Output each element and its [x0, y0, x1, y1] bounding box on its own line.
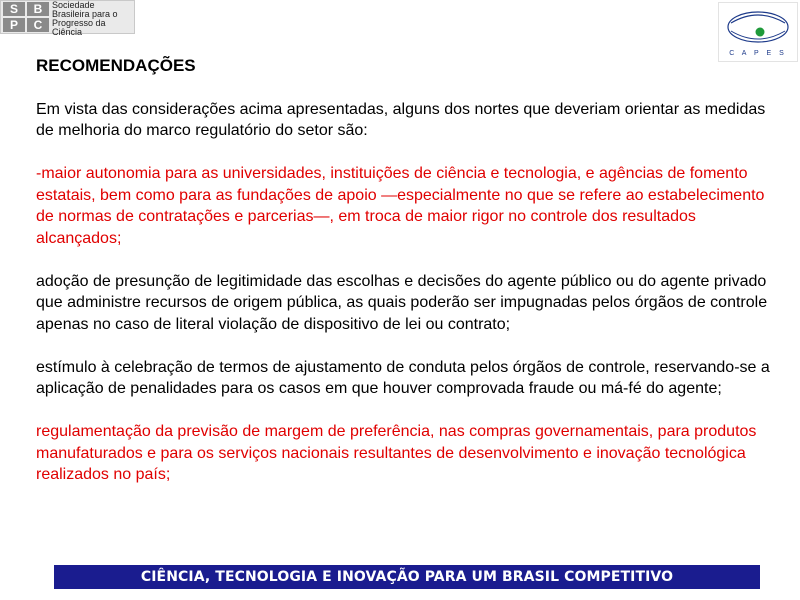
- sbpc-name-line: Ciência: [52, 27, 83, 37]
- sbpc-name-line: Sociedade: [52, 0, 95, 10]
- footer-banner: CIÊNCIA, TECNOLOGIA E INOVAÇÃO PARA UM BRASIL COMPETITIVO: [54, 565, 760, 589]
- sbpc-letter-p: P: [3, 18, 25, 32]
- sbpc-letter-c: C: [27, 18, 49, 32]
- capes-wordmark: C A P E S: [729, 50, 787, 57]
- sbpc-logo: [0, 0, 135, 37]
- document-title: RECOMENDAÇÕES: [36, 56, 196, 75]
- recommendation-item: -maior autonomia para as universidades, instituições de ciência e tecnologia, e agências de fomento estatais, bem como para as fundações de apoio —especialmente no que se refere ao estabelecimento de normas de contratações e parcerias—, em troca de maior rigor no controle dos resultados alcançados;: [36, 165, 765, 247]
- recommendation-item: adoção de presunção de legitimidade das escolhas e decisões do agente público ou do agente privado que administre recursos de origem pública, as quais poderão ser impugnadas pelos órgãos de controle apenas no caso de literal violação de dispositivo de lei ou contrato;: [36, 272, 768, 333]
- sbpc-name: [52, 1, 136, 37]
- recommendation-item: regulamentação da previsão de margem de preferência, nas compras governamentais, para produtos manufaturados e para os serviços nacionais resultantes de desenvolvimento e inovação tecnológica realizados no país;: [36, 423, 757, 483]
- sbpc-letter-b: B: [27, 2, 49, 16]
- recommendation-item: estímulo à celebração de termos de ajustamento de conduta pelos órgãos de controle, reservando-se a aplicação de penalidades para os casos em que houver comprovada fraude ou má-fé do agente;: [36, 358, 770, 397]
- intro-paragraph: Em vista das considerações acima apresentadas, alguns dos nortes que deveriam orientar as medidas de melhoria do marco regulatório do setor são:: [36, 100, 766, 139]
- sbpc-name-line: Brasileira para o: [52, 9, 118, 19]
- sbpc-letter-s: S: [3, 2, 25, 16]
- document-body: [36, 55, 776, 507]
- sbpc-name-line: Progresso da: [52, 18, 106, 28]
- sbpc-letter-grid: [3, 2, 49, 33]
- capes-logo: [718, 2, 798, 62]
- capes-emblem-icon: [723, 5, 793, 49]
